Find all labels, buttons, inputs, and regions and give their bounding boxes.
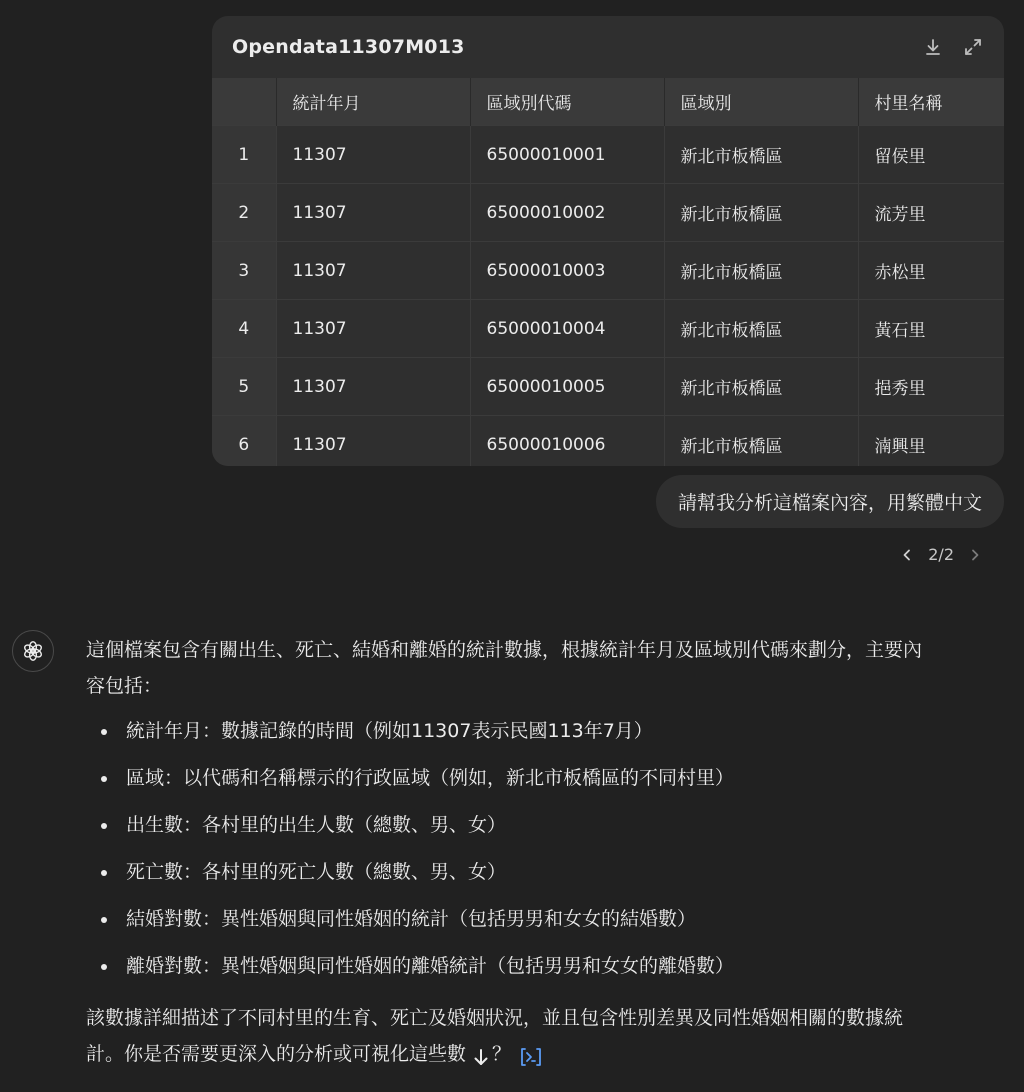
table-header-row: [212, 78, 1004, 126]
cell-village[interactable]: 湳興里: [858, 416, 1004, 467]
row-number: 3: [212, 242, 276, 300]
cell-village[interactable]: 黃石里: [858, 300, 1004, 358]
cell-stat-month[interactable]: 11307: [276, 184, 470, 242]
intro-line-2: 容包括：: [86, 675, 163, 697]
cell-village[interactable]: 挹秀里: [858, 358, 1004, 416]
column-header-rownum: [212, 78, 276, 126]
table-row: [212, 126, 1004, 184]
row-number: 6: [212, 416, 276, 467]
openai-logo-icon: [12, 630, 54, 672]
table-row: [212, 416, 1004, 467]
chevron-left-icon[interactable]: [898, 546, 916, 564]
row-number: 4: [212, 300, 276, 358]
user-message-bubble: 請幫我分析這檔案內容，用繁體中文: [656, 475, 1004, 528]
list-item: 離婚對數：異性婚姻與同性婚姻的離婚統計（包括男男和女女的離婚數）: [86, 943, 1004, 990]
card-actions: [922, 36, 984, 58]
cell-area-code[interactable]: 65000010005: [470, 358, 664, 416]
cell-area-code[interactable]: 65000010002: [470, 184, 664, 242]
list-item: 死亡數：各村里的死亡人數（總數、男、女）: [86, 849, 1004, 896]
row-number: 1: [212, 126, 276, 184]
row-number: 2: [212, 184, 276, 242]
pager-label: 2/2: [928, 545, 954, 564]
expand-icon[interactable]: [962, 36, 984, 58]
table-row: [212, 184, 1004, 242]
intro-line-1: 這個檔案包含有關出生、死亡、結婚和離婚的統計數據，根據統計年月及區域別代碼來劃分，主要內: [86, 639, 923, 661]
card-header: [212, 16, 1004, 78]
outro-line-2b: ？: [492, 1043, 512, 1065]
table-row: [212, 358, 1004, 416]
list-item: 統計年月：數據記錄的時間（例如11307表示民國113年7月）: [86, 708, 1004, 755]
cell-village[interactable]: 赤松里: [858, 242, 1004, 300]
column-header-village[interactable]: 村里名稱: [858, 78, 1004, 126]
cell-area[interactable]: 新北市板橋區: [664, 126, 858, 184]
cell-stat-month[interactable]: 11307: [276, 416, 470, 467]
content-bullet-list: [86, 708, 1004, 990]
cell-area-code[interactable]: 65000010006: [470, 416, 664, 467]
table-title: Opendata11307M013: [232, 36, 465, 58]
chevron-right-icon[interactable]: [966, 546, 984, 564]
cell-stat-month[interactable]: 11307: [276, 300, 470, 358]
cell-area[interactable]: 新北市板橋區: [664, 416, 858, 467]
list-item: 區域：以代碼和名稱標示的行政區域（例如，新北市板橋區的不同村里）: [86, 755, 1004, 802]
cell-area[interactable]: 新北市板橋區: [664, 300, 858, 358]
table-row: [212, 300, 1004, 358]
table-row: [212, 242, 1004, 300]
cell-area[interactable]: 新北市板橋區: [664, 358, 858, 416]
cell-village[interactable]: 留侯里: [858, 126, 1004, 184]
cell-area[interactable]: 新北市板橋區: [664, 184, 858, 242]
cell-area-code[interactable]: 65000010003: [470, 242, 664, 300]
column-header-area-code[interactable]: 區域別代碼: [470, 78, 664, 126]
view-analysis-icon[interactable]: [519, 1044, 543, 1066]
cell-stat-month[interactable]: 11307: [276, 358, 470, 416]
assistant-message: [86, 632, 1004, 1072]
cell-area-code[interactable]: 65000010001: [470, 126, 664, 184]
column-header-area[interactable]: 區域別: [664, 78, 858, 126]
download-icon[interactable]: [922, 36, 944, 58]
cell-area-code[interactable]: 65000010004: [470, 300, 664, 358]
list-item: 結婚對數：異性婚姻與同性婚姻的統計（包括男男和女女的結婚數）: [86, 896, 1004, 943]
column-header-stat-month[interactable]: 統計年月: [276, 78, 470, 126]
data-table: [212, 78, 1004, 466]
scroll-down-arrow-icon[interactable]: [470, 1044, 492, 1066]
list-item: 出生數：各村里的出生人數（總數、男、女）: [86, 802, 1004, 849]
data-table-card: [212, 16, 1004, 466]
outro-line-1: 該數據詳細描述了不同村里的生育、死亡及婚姻狀況，並且包含性別差異及同性婚姻相關的數據統: [86, 1007, 904, 1029]
intro-paragraph: [86, 632, 1004, 704]
row-number: 5: [212, 358, 276, 416]
cell-area[interactable]: 新北市板橋區: [664, 242, 858, 300]
outro-paragraph: [86, 1000, 1004, 1072]
cell-stat-month[interactable]: 11307: [276, 242, 470, 300]
outro-line-2a: 計。你是否需要更深入的分析或可視化這些數: [86, 1043, 467, 1065]
response-pager: [898, 545, 984, 564]
cell-stat-month[interactable]: 11307: [276, 126, 470, 184]
cell-village[interactable]: 流芳里: [858, 184, 1004, 242]
